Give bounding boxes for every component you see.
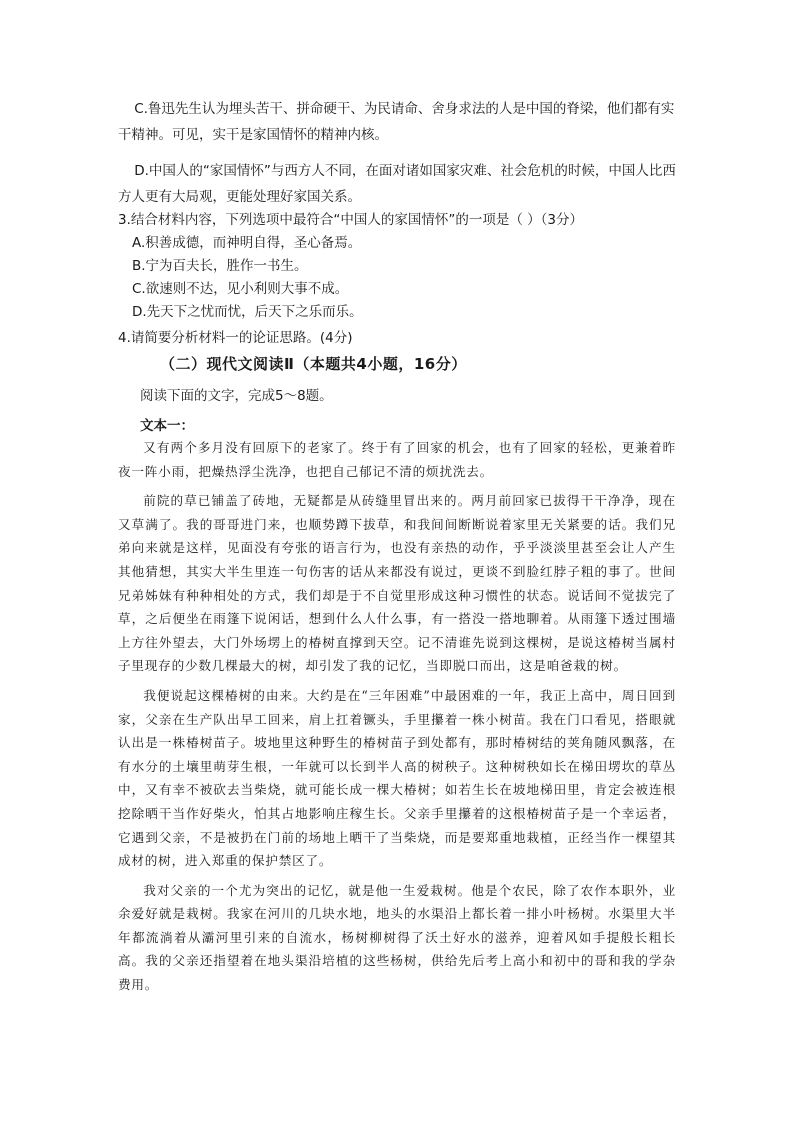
question-3-option-c: C.欲速则不达，见小利则大事不成。 [132,281,349,297]
question-3 [118,209,678,324]
question-3-option-a: A.积善成德，而神明自得，圣心备焉。 [132,235,362,251]
essay-paragraph: 前院的草已铺盖了砖地，无疑都是从砖缝里冒出来的。两月前回家已拔得干干净净，现在又草满了。我的哥哥进门来，也顺势蹲下拔草，和我间间断断说着家里无关紧要的话。我们兄弟向来就是这样，见面没有夸张的语言行为，也没有亲热的动作，乎乎淡淡里甚至会让人产生其他猜想，其实大半生里连一句伤害的话从来都没有说过，更谈不到脸红脖子粗的事了。世间兄弟姊妹有种种相处的方式，我们却是于不自觉里形成这种习惯性的状态。说话间不觉拔完了草，之后便坐在雨篷下说闲话，想到什么人什么事，有一搭没一搭地聊着。从雨篷下透过围墙上方往外望去，大门外场塄上的椿树直撑到天空。记不清谁先说到这棵树，是说这椿树当属村子里现存的少数几棵最大的树，却引发了我的记忆，当即脱口而出，这是咱爸栽的树。 [118,493,676,674]
section-intro: 阅读下面的文字，完成5～8题。 [140,388,333,404]
essay-paragraph: 又有两个多月没有回原下的老家了。终于有了回家的机会，也有了回家的轻松，更兼着昨夜一阵小雨，把燥热浮尘洗净，也把自己郁记不清的烦扰洗去。 [118,440,676,479]
section-title: （二）现代文阅读Ⅱ（本题共4小题，16分） [160,355,467,373]
question-3-option-b: B.宁为百夫长，胜作一书生。 [132,258,308,274]
essay-body [118,436,676,1003]
question-4 [118,327,678,350]
essay-paragraph: 我便说起这棵椿树的由来。大约是在“三年困难”中最困难的一年，我正上高中，周日回到家，父亲在生产队出早工回来，肩上扛着镢头，手里攥着一株小树苗。我在门口看见，搭眼就认出是一株椿树苗子。坡地里这种野生的椿树苗子到处都有，那时椿树结的荚角随风飘落，在有水分的土壤里萌芽生根，一年就可以长到半人高的树秧子。这种树秧如长在梯田塄坎的草丛中，又有幸不被砍去当柴烧，就可能长成一棵大椿树；如若生长在坡地梯田里，肯定会被连根挖除晒干当作好柴火，怕其占地影响庄稼生长。父亲手里攥着的这根椿树苗子是一个幸运者，它遇到父亲，不是被扔在门前的场地上晒干了当柴烧，而是要郑重地栽植，正经当作一棵望其成材的树，进入郑重的保护禁区了。 [118,687,676,869]
text-label: 文本一： [140,418,194,434]
previous-options [118,96,678,210]
question-3-stem: 3.结合材料内容，下列选项中最符合“中国人的家国情怀”的一项是（ ）（3分） [118,212,583,228]
option-c-prev: C.鲁迅先生认为埋头苦干、拼命硬干、为民请命、舍身求法的人是中国的脊梁，他们都有实干精神。可见，实干是家国情怀的精神内核。 [118,101,675,143]
question-3-option-d: D.先天下之忧而忧，后天下之乐而乐。 [132,304,363,320]
question-4-stem: 4.请简要分析材料一的论证思路。(4分) [118,330,353,346]
essay-paragraph: 我对父亲的一个尤为突出的记忆，就是他一生爱栽树。他是个农民，除了农作本职外，业余爱好就是栽树。我家在河川的几块水地，地头的水渠沿上都长着一排小叶杨树。水渠里大半年都流淌着从灞河里引来的自流水，杨树柳树得了沃土好水的滋养，迎着风如手提般长粗长高。我的父亲还指望着在地头渠沿培植的这些杨树，供给先后考上高小和初中的哥和我的学杂费用。 [118,882,676,993]
option-d-prev: D.中国人的“家国情怀”与西方人不同，在面对诸如国家灾难、社会危机的时候，中国人比西方人更有大局观，更能处理好家国关系。 [118,163,676,205]
